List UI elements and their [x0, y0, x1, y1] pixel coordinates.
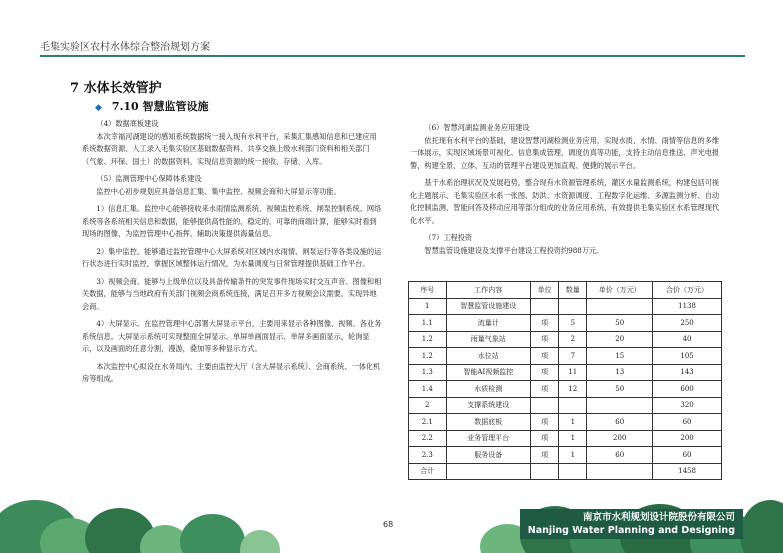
table-cell: 支撑系统建设	[446, 397, 531, 414]
table-cell: 60	[653, 447, 722, 464]
table-cell: 1.3	[409, 364, 447, 381]
table-cell: 项	[531, 331, 559, 348]
table-row	[409, 397, 722, 414]
table-cell: 1.2	[409, 331, 447, 348]
table-row	[409, 447, 722, 464]
company-name-en: Nanjing Water Planning and Designing	[527, 525, 735, 536]
paragraph: （6）智慧河湖监测业务应用建设	[424, 123, 530, 132]
table-cell: 水位站	[446, 348, 531, 365]
table-cell: 143	[653, 364, 722, 381]
table-cell: 250	[653, 315, 722, 332]
header-divider	[40, 55, 745, 57]
company-label	[520, 509, 743, 539]
table-cell: 13	[587, 364, 653, 381]
table-cell	[531, 397, 559, 414]
table-cell	[559, 397, 587, 414]
table-cell: 项	[531, 348, 559, 365]
company-name-cn: 南京市水利规划设计院股份有限公司	[582, 512, 735, 523]
column-header: 数量	[559, 282, 587, 299]
table-cell: 智慧监管设施建设	[446, 298, 531, 315]
table-cell: 项	[531, 364, 559, 381]
table-cell: 20	[587, 331, 653, 348]
chapter-title: 7 水体长效管护	[70, 81, 162, 96]
table-cell	[531, 298, 559, 315]
table-row	[409, 463, 722, 480]
table-cell: 600	[653, 381, 722, 398]
table-cell: 1	[559, 430, 587, 447]
table-cell: 11	[559, 364, 587, 381]
table-cell: 1.4	[409, 381, 447, 398]
table-row	[409, 381, 722, 398]
tree-icon	[740, 500, 783, 553]
table-cell	[587, 463, 653, 480]
table-cell: 12	[559, 381, 587, 398]
table-cell: 1	[409, 298, 447, 315]
table-cell: 50	[587, 315, 653, 332]
table-row	[409, 331, 722, 348]
table-cell	[587, 298, 653, 315]
table-cell: 项	[531, 315, 559, 332]
paragraph: 监控中心初步规划应具备信息汇集、集中监控、视频会商和大屏显示等功能。	[96, 186, 341, 196]
paragraph: 本次监控中心拟设在水务局内，主要由监控大厅（含大屏显示系统）、会商系统、一体化机房等组成。	[82, 361, 381, 383]
table-cell: 合计	[409, 463, 447, 480]
table-cell: 60	[587, 447, 653, 464]
table-cell: 1458	[653, 463, 722, 480]
table-cell	[587, 397, 653, 414]
table-cell: 雨量气象站	[446, 331, 531, 348]
table-cell: 5	[559, 315, 587, 332]
column-header: 序号	[409, 282, 447, 299]
paragraph: 2）集中监控。能够通过监控管理中心大屏系统对区域内水雨情、闸泵运行等各类设施的运行状态进行实时监控，掌握区域整体运行情况，为水量调度与日常管理提供基础工作平台。	[82, 246, 382, 268]
column-header: 单位	[531, 282, 559, 299]
table-cell: 数据底板	[446, 414, 531, 431]
table-cell: 60	[587, 414, 653, 431]
paragraph: 智慧监管设施建设及支撑平台建设工程投资约988万元。	[424, 245, 604, 255]
investment-table	[408, 281, 722, 480]
table-cell	[559, 463, 587, 480]
table-row	[409, 364, 722, 381]
paragraph: 依托现有水利平台的基础，建设智慧河湖检测业务应用，实现水质、水情、雨情等信息的多维一体展示，实现区域场景可视化、信息集成管理、调度仿真等功能，支持主动信息推送、声光电报警，构建全景、立体、互动的管理平台建设更加直观、便捷的展示平台。	[410, 135, 720, 170]
right-column	[410, 122, 720, 257]
table-cell: 流量计	[446, 315, 531, 332]
column-header: 合价（万元）	[653, 282, 722, 299]
table-cell: 60	[653, 414, 722, 431]
table-cell: 智能AI视频监控	[446, 364, 531, 381]
section-title-row	[95, 98, 209, 114]
table-row	[409, 348, 722, 365]
table-cell: 项	[531, 381, 559, 398]
table-cell: 200	[587, 430, 653, 447]
table-cell: 1.1	[409, 315, 447, 332]
paragraph: （7）工程投资	[424, 233, 473, 242]
section-title: 7.10 智慧监管设施	[111, 100, 209, 113]
tree-icon	[240, 530, 280, 553]
table-row	[409, 414, 722, 431]
column-header: 工作内容	[446, 282, 531, 299]
table-cell: 7	[559, 348, 587, 365]
table-cell: 项	[531, 430, 559, 447]
table-header-row	[409, 282, 722, 299]
table-cell: 服务设备	[446, 447, 531, 464]
paragraph: 基于水系治理状况及发展趋势，整合现有水资源管理系统，灌区水量监测系统，构建包括可视化主题展示、毛集实验区水系一张图、防洪、水资源调度、工程数字化运维、多源监测分析、自动化控制监测、智能问答及移动应用等部分组成的业务应用系统，有效提供毛集实验区水系管理现代化水平。	[410, 178, 720, 225]
table-cell: 项	[531, 414, 559, 431]
header-title: 毛集实验区农村水体综合整治规划方案	[40, 42, 210, 53]
table-row	[409, 298, 722, 315]
table-cell: 1.2	[409, 348, 447, 365]
page-number: 68	[383, 520, 394, 529]
table-cell: 2	[559, 331, 587, 348]
table-cell: 2	[409, 397, 447, 414]
table-cell: 1	[559, 447, 587, 464]
table-cell: 320	[653, 397, 722, 414]
table-cell: 2.1	[409, 414, 447, 431]
table-cell: 105	[653, 348, 722, 365]
table-cell: 2.3	[409, 447, 447, 464]
paragraph: 本次幸福河湖建设的感知系统数据统一接入现有水利平台，采集汇集感知信息和已建应用系统数据资源、人工录入毛集实验区基础数据资料、共享交换上级水利部门资料和相关部门（气象、环保、国土）的数据资料，实现信息资源的统一接收、存储、入库。	[82, 131, 377, 166]
table-row	[409, 315, 722, 332]
table-cell: 项	[531, 447, 559, 464]
paragraph: （5）监测管理中心保障体系建设	[96, 174, 202, 183]
table-cell: 200	[653, 430, 722, 447]
paragraph: 1）信息汇集。监控中心能够接收来水雨情监测系统、视频监控系统、闸泵控制系统、网络系统等各系统相关信息和数据，能够提供高性能的、稳定的、可靠的商端计算，能够实时看到现场的图像，为监控管理中心指挥、辅助决策提供海量信息。	[82, 204, 382, 238]
paragraph: （4）数据底板建设	[96, 119, 159, 128]
table-cell	[559, 298, 587, 315]
table-cell: 50	[587, 381, 653, 398]
table-cell: 15	[587, 348, 653, 365]
table-cell: 1138	[653, 298, 722, 315]
column-header: 单价（万元）	[587, 282, 653, 299]
tree-icon	[180, 514, 245, 553]
table-cell: 业务管理平台	[446, 430, 531, 447]
table-cell: 40	[653, 331, 722, 348]
table-cell: 1	[559, 414, 587, 431]
table-row	[409, 430, 722, 447]
table-cell: 2.2	[409, 430, 447, 447]
paragraph: 4）大屏显示。在监控管理中心部署大屏显示平台，主要用来显示各种图像、视频、各业务系统信息。大屏显示系统可实现整面全屏显示、单屏单画面显示、单屏多画面显示，轮询显示，以及画面的任意分割，漫游，叠加等多种显示方式。	[82, 319, 382, 353]
table-cell: 水质检测	[446, 381, 531, 398]
left-column	[82, 118, 382, 386]
table-cell	[531, 463, 559, 480]
table-cell	[446, 463, 531, 480]
paragraph: 3）视频会商。能够与上级单位以及具备传输条件的突发事件现场实时交互声音、图像和相关数据，能够与当地政府有关部门视频会商系统连接，满足召开多方视频会议需要，实现异地会商。	[82, 276, 382, 311]
diamond-bullet-icon: ◆	[95, 103, 102, 113]
